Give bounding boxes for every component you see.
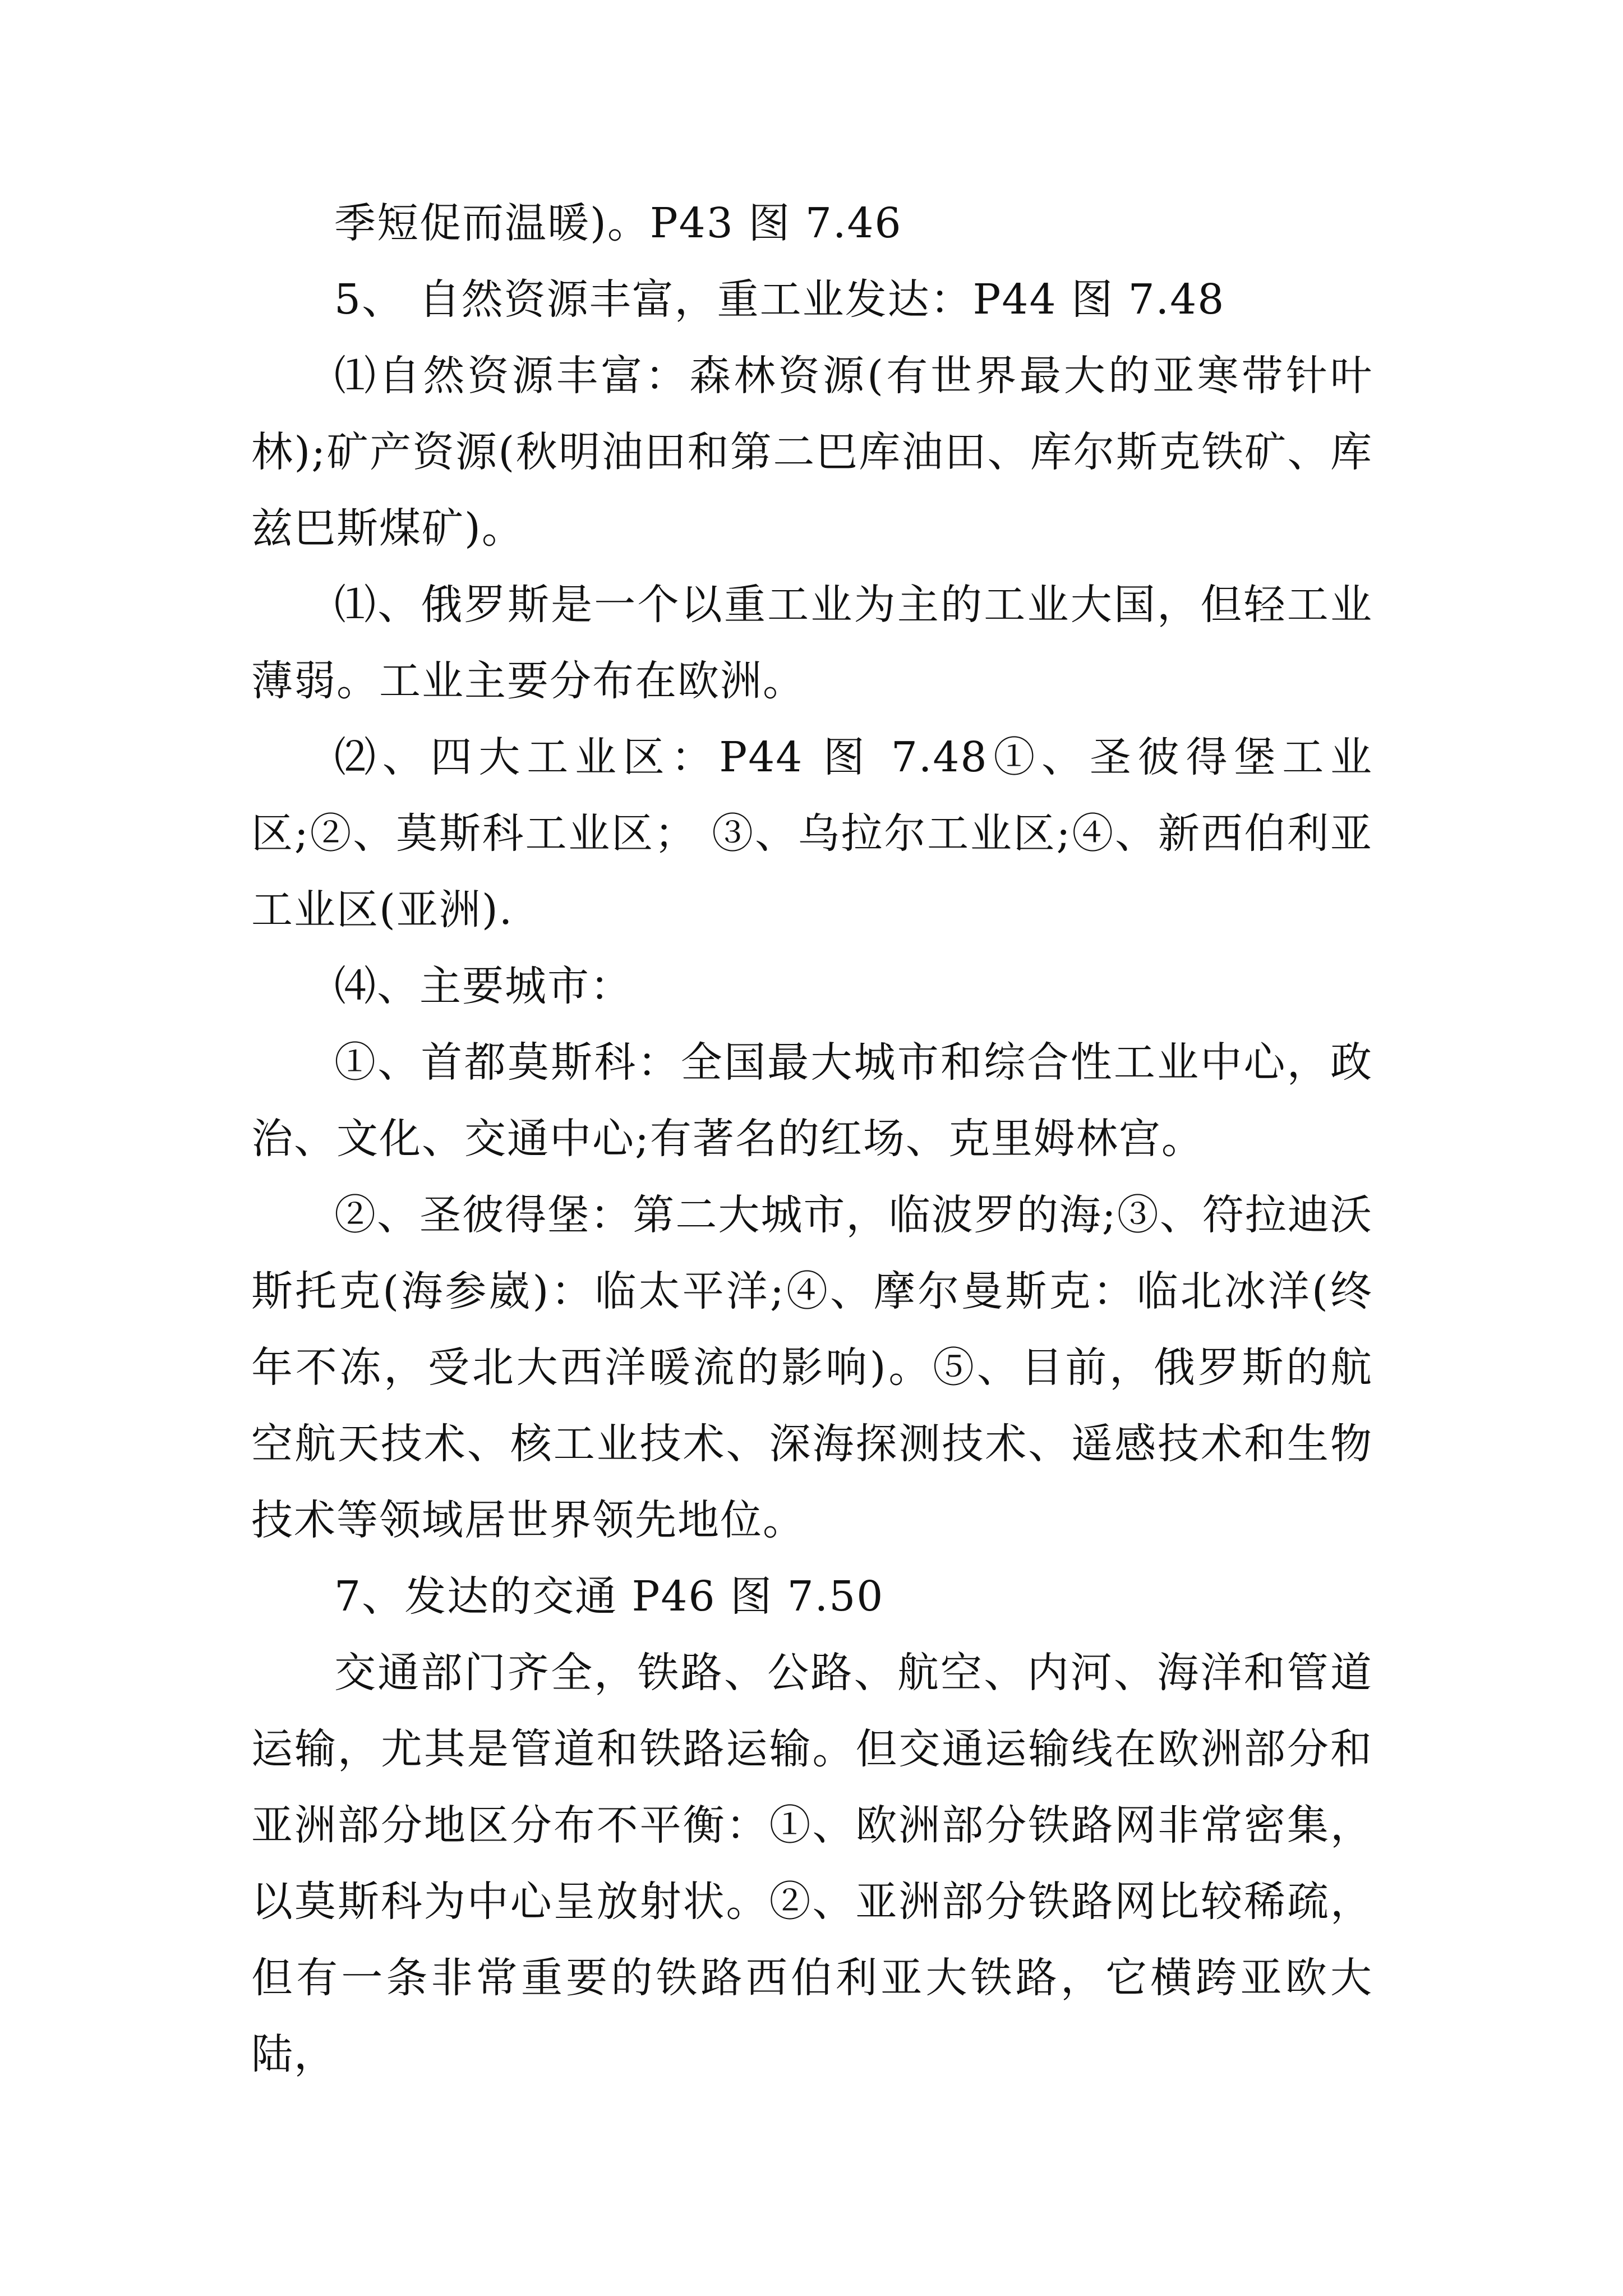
paragraph-3: ⑴自然资源丰富：森林资源(有世界最大的亚寒带针叶林);矿产资源(秋明油田和第二巴库油田、库尔斯克铁矿、库兹巴斯煤矿)。 [251, 352, 1373, 553]
paragraph-5: ⑵、四大工业区：P44 图 7.48①、圣彼得堡工业区;②、莫斯科工业区； ③、乌拉尔工业区;④、新西伯利亚工业区(亚洲). [251, 733, 1373, 934]
document-page [251, 185, 1373, 2092]
paragraph-1: 季短促而温暖)。P43 图 7.46 [334, 199, 902, 247]
paragraph-10: 交通部门齐全，铁路、公路、航空、内河、海洋和管道运输，尤其是管道和铁路运输。但交通运输线在欧洲部分和亚洲部分地区分布不平衡：①、欧洲部分铁路网非常密集，以莫斯科为中心呈放射状。②、亚洲部分铁路网比较稀疏，但有一条非常重要的铁路西伯利亚大铁路，它横跨亚欧大陆， [251, 1649, 1373, 2078]
paragraph-8: ②、圣彼得堡：第二大城市，临波罗的海;③、符拉迪沃斯托克(海参崴)：临太平洋;④、摩尔曼斯克：临北冰洋(终年不冻，受北大西洋暖流的影响)。⑤、目前，俄罗斯的航空航天技术、核工业技术、深海探测技术、遥感技术和生物技术等领域居世界领先地位。 [251, 1191, 1373, 1544]
paragraph-6: ⑷、主要城市： [334, 962, 633, 1010]
paragraph-9: 7、发达的交通 P46 图 7.50 [334, 1572, 884, 1621]
paragraph-2: 5、 自然资源丰富，重工业发达：P44 图 7.48 [334, 275, 1225, 324]
paragraph-7: ①、首都莫斯科：全国最大城市和综合性工业中心，政治、文化、交通中心;有著名的红场、克里姆林宫。 [251, 1038, 1373, 1163]
paragraph-4: ⑴、俄罗斯是一个以重工业为主的工业大国，但轻工业薄弱。工业主要分布在欧洲。 [251, 581, 1373, 705]
